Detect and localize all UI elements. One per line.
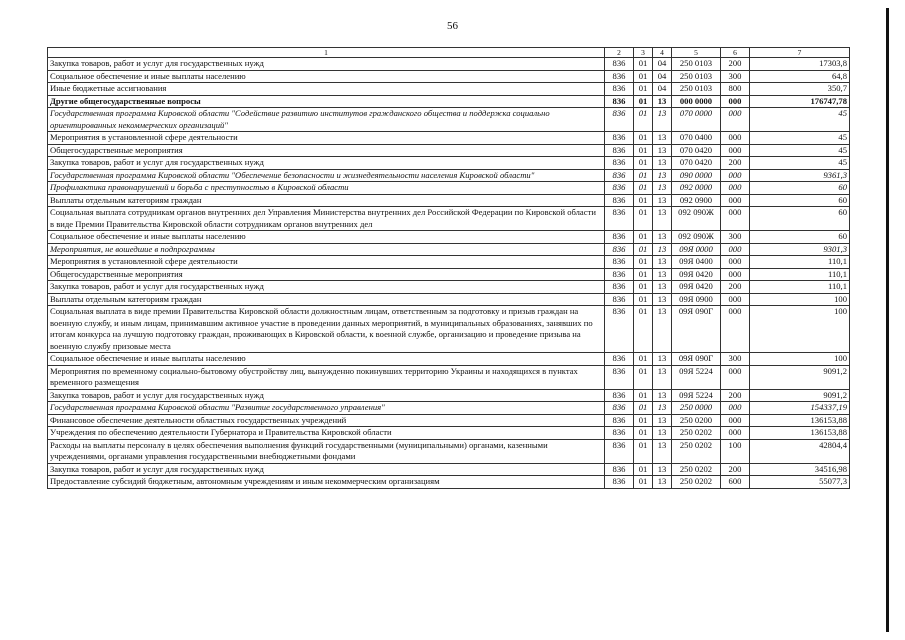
cell-expense-type: 600 bbox=[721, 476, 750, 489]
cell-subsection: 13 bbox=[653, 293, 672, 306]
cell-target-article: 092 090Ж bbox=[672, 231, 721, 244]
cell-subsection: 13 bbox=[653, 365, 672, 389]
table-row bbox=[48, 108, 850, 132]
cell-subsection: 13 bbox=[653, 463, 672, 476]
cell-expense-type: 000 bbox=[721, 427, 750, 440]
column-number: 5 bbox=[672, 48, 721, 58]
cell-expense-type: 000 bbox=[721, 182, 750, 195]
cell-target-article: 250 0202 bbox=[672, 439, 721, 463]
cell-target-article: 070 0000 bbox=[672, 108, 721, 132]
table-row bbox=[48, 70, 850, 83]
cell-section: 01 bbox=[634, 182, 653, 195]
cell-subsection: 13 bbox=[653, 389, 672, 402]
cell-expense-type: 000 bbox=[721, 243, 750, 256]
cell-subsection: 13 bbox=[653, 132, 672, 145]
table-row bbox=[48, 353, 850, 366]
cell-amount: 64,8 bbox=[750, 70, 850, 83]
cell-name: Мероприятия, не вошедшие в подпрограммы bbox=[48, 243, 605, 256]
cell-expense-type: 100 bbox=[721, 439, 750, 463]
cell-subsection: 13 bbox=[653, 402, 672, 415]
table-row bbox=[48, 256, 850, 269]
cell-section: 01 bbox=[634, 353, 653, 366]
cell-ministry-code: 836 bbox=[605, 402, 634, 415]
cell-name: Учреждения по обеспечению деятельности Губернатора и Правительства Кировской области bbox=[48, 427, 605, 440]
cell-section: 01 bbox=[634, 439, 653, 463]
cell-name: Закупка товаров, работ и услуг для государственных нужд bbox=[48, 463, 605, 476]
cell-amount: 42804,4 bbox=[750, 439, 850, 463]
cell-subsection: 04 bbox=[653, 83, 672, 96]
cell-section: 01 bbox=[634, 58, 653, 71]
cell-ministry-code: 836 bbox=[605, 243, 634, 256]
cell-ministry-code: 836 bbox=[605, 95, 634, 108]
cell-subsection: 13 bbox=[653, 182, 672, 195]
cell-expense-type: 000 bbox=[721, 95, 750, 108]
cell-expense-type: 000 bbox=[721, 306, 750, 353]
cell-section: 01 bbox=[634, 169, 653, 182]
table-row bbox=[48, 194, 850, 207]
cell-target-article: 09Я 090Г bbox=[672, 306, 721, 353]
cell-target-article: 070 0400 bbox=[672, 132, 721, 145]
cell-target-article: 090 0000 bbox=[672, 169, 721, 182]
cell-expense-type: 200 bbox=[721, 281, 750, 294]
cell-amount: 136153,88 bbox=[750, 427, 850, 440]
table-row bbox=[48, 144, 850, 157]
cell-subsection: 04 bbox=[653, 70, 672, 83]
cell-name: Выплаты отдельным категориям граждан bbox=[48, 194, 605, 207]
cell-ministry-code: 836 bbox=[605, 194, 634, 207]
cell-amount: 17303,8 bbox=[750, 58, 850, 71]
cell-section: 01 bbox=[634, 108, 653, 132]
cell-ministry-code: 836 bbox=[605, 427, 634, 440]
table-row bbox=[48, 132, 850, 145]
cell-expense-type: 800 bbox=[721, 83, 750, 96]
cell-subsection: 13 bbox=[653, 353, 672, 366]
cell-ministry-code: 836 bbox=[605, 439, 634, 463]
table-row bbox=[48, 476, 850, 489]
cell-expense-type: 200 bbox=[721, 157, 750, 170]
cell-section: 01 bbox=[634, 144, 653, 157]
column-number-row bbox=[48, 48, 850, 58]
cell-amount: 100 bbox=[750, 353, 850, 366]
cell-amount: 60 bbox=[750, 182, 850, 195]
cell-subsection: 13 bbox=[653, 144, 672, 157]
column-number: 7 bbox=[750, 48, 850, 58]
cell-name: Закупка товаров, работ и услуг для государственных нужд bbox=[48, 157, 605, 170]
cell-expense-type: 000 bbox=[721, 169, 750, 182]
cell-name: Предоставление субсидий бюджетным, автономным учреждениям и иным некоммерческим организациям bbox=[48, 476, 605, 489]
cell-target-article: 250 0200 bbox=[672, 414, 721, 427]
cell-expense-type: 000 bbox=[721, 402, 750, 415]
cell-target-article: 092 0900 bbox=[672, 194, 721, 207]
cell-section: 01 bbox=[634, 402, 653, 415]
cell-amount: 154337,19 bbox=[750, 402, 850, 415]
cell-subsection: 13 bbox=[653, 427, 672, 440]
cell-amount: 350,7 bbox=[750, 83, 850, 96]
cell-name: Социальное обеспечение и иные выплаты населению bbox=[48, 70, 605, 83]
cell-name: Выплаты отдельным категориям граждан bbox=[48, 293, 605, 306]
cell-section: 01 bbox=[634, 463, 653, 476]
column-number: 3 bbox=[634, 48, 653, 58]
cell-name: Общегосударственные мероприятия bbox=[48, 144, 605, 157]
cell-subsection: 13 bbox=[653, 169, 672, 182]
cell-ministry-code: 836 bbox=[605, 144, 634, 157]
cell-expense-type: 300 bbox=[721, 70, 750, 83]
table-row bbox=[48, 243, 850, 256]
cell-ministry-code: 836 bbox=[605, 389, 634, 402]
cell-amount: 45 bbox=[750, 157, 850, 170]
cell-ministry-code: 836 bbox=[605, 268, 634, 281]
cell-target-article: 09Я 0420 bbox=[672, 281, 721, 294]
cell-subsection: 13 bbox=[653, 95, 672, 108]
cell-name: Государственная программа Кировской области "Обеспечение безопасности и жизнедеятельности населения Кировской области" bbox=[48, 169, 605, 182]
cell-section: 01 bbox=[634, 132, 653, 145]
cell-ministry-code: 836 bbox=[605, 293, 634, 306]
cell-amount: 9301,3 bbox=[750, 243, 850, 256]
cell-target-article: 250 0103 bbox=[672, 58, 721, 71]
table-row bbox=[48, 427, 850, 440]
cell-subsection: 13 bbox=[653, 281, 672, 294]
cell-target-article: 092 090Ж bbox=[672, 207, 721, 231]
cell-ministry-code: 836 bbox=[605, 463, 634, 476]
cell-name: Социальная выплата сотрудникам органов внутренних дел Управления Министерства внутренних дел Российской Федерации по Кировской области в виде Премии Правительства Кировской области сотрудникам органов внутренних дел bbox=[48, 207, 605, 231]
table-row bbox=[48, 293, 850, 306]
scan-edge-line bbox=[886, 8, 889, 632]
cell-section: 01 bbox=[634, 256, 653, 269]
cell-amount: 110,1 bbox=[750, 256, 850, 269]
cell-section: 01 bbox=[634, 476, 653, 489]
cell-amount: 9091,2 bbox=[750, 365, 850, 389]
cell-expense-type: 000 bbox=[721, 365, 750, 389]
cell-amount: 60 bbox=[750, 207, 850, 231]
cell-target-article: 09Я 090Г bbox=[672, 353, 721, 366]
cell-ministry-code: 836 bbox=[605, 207, 634, 231]
column-number: 6 bbox=[721, 48, 750, 58]
cell-subsection: 13 bbox=[653, 476, 672, 489]
cell-section: 01 bbox=[634, 427, 653, 440]
cell-amount: 9361,3 bbox=[750, 169, 850, 182]
cell-ministry-code: 836 bbox=[605, 58, 634, 71]
table-row bbox=[48, 268, 850, 281]
cell-amount: 55077,3 bbox=[750, 476, 850, 489]
cell-expense-type: 000 bbox=[721, 414, 750, 427]
cell-subsection: 13 bbox=[653, 243, 672, 256]
cell-expense-type: 000 bbox=[721, 207, 750, 231]
cell-expense-type: 200 bbox=[721, 389, 750, 402]
cell-name: Мероприятия по временному социально-бытовому обустройству лиц, вынужденно покинувших территорию Украины и находящихся в пунктах временного размещения bbox=[48, 365, 605, 389]
cell-name: Другие общегосударственные вопросы bbox=[48, 95, 605, 108]
cell-target-article: 250 0202 bbox=[672, 427, 721, 440]
cell-subsection: 13 bbox=[653, 256, 672, 269]
cell-target-article: 09Я 0420 bbox=[672, 268, 721, 281]
cell-target-article: 250 0103 bbox=[672, 70, 721, 83]
cell-expense-type: 000 bbox=[721, 144, 750, 157]
cell-subsection: 13 bbox=[653, 108, 672, 132]
cell-ministry-code: 836 bbox=[605, 182, 634, 195]
cell-section: 01 bbox=[634, 293, 653, 306]
cell-expense-type: 300 bbox=[721, 231, 750, 244]
table-row bbox=[48, 83, 850, 96]
cell-ministry-code: 836 bbox=[605, 476, 634, 489]
cell-amount: 136153,88 bbox=[750, 414, 850, 427]
cell-expense-type: 000 bbox=[721, 194, 750, 207]
cell-target-article: 070 0420 bbox=[672, 144, 721, 157]
cell-name: Закупка товаров, работ и услуг для государственных нужд bbox=[48, 389, 605, 402]
cell-amount: 100 bbox=[750, 293, 850, 306]
cell-section: 01 bbox=[634, 70, 653, 83]
cell-section: 01 bbox=[634, 207, 653, 231]
table-row bbox=[48, 439, 850, 463]
cell-section: 01 bbox=[634, 268, 653, 281]
cell-name: Мероприятия в установленной сфере деятельности bbox=[48, 256, 605, 269]
cell-name: Иные бюджетные ассигнования bbox=[48, 83, 605, 96]
cell-expense-type: 000 bbox=[721, 256, 750, 269]
table-row bbox=[48, 58, 850, 71]
cell-name: Государственная программа Кировской области "Содействие развитию институтов гражданского общества и поддержка социально ориентированных некоммерческих организаций" bbox=[48, 108, 605, 132]
cell-section: 01 bbox=[634, 306, 653, 353]
table-row bbox=[48, 182, 850, 195]
cell-section: 01 bbox=[634, 389, 653, 402]
cell-name: Социальное обеспечение и иные выплаты населению bbox=[48, 231, 605, 244]
table-row bbox=[48, 414, 850, 427]
cell-target-article: 09Я 0000 bbox=[672, 243, 721, 256]
table-row bbox=[48, 365, 850, 389]
cell-ministry-code: 836 bbox=[605, 414, 634, 427]
cell-target-article: 09Я 5224 bbox=[672, 389, 721, 402]
cell-target-article: 09Я 5224 bbox=[672, 365, 721, 389]
cell-section: 01 bbox=[634, 365, 653, 389]
cell-subsection: 13 bbox=[653, 439, 672, 463]
cell-subsection: 13 bbox=[653, 157, 672, 170]
cell-section: 01 bbox=[634, 95, 653, 108]
cell-subsection: 13 bbox=[653, 207, 672, 231]
cell-amount: 60 bbox=[750, 194, 850, 207]
cell-expense-type: 200 bbox=[721, 58, 750, 71]
cell-amount: 45 bbox=[750, 108, 850, 132]
cell-expense-type: 000 bbox=[721, 293, 750, 306]
cell-section: 01 bbox=[634, 83, 653, 96]
cell-ministry-code: 836 bbox=[605, 231, 634, 244]
cell-target-article: 250 0000 bbox=[672, 402, 721, 415]
cell-ministry-code: 836 bbox=[605, 365, 634, 389]
cell-name: Государственная программа Кировской области "Развитие государственного управления" bbox=[48, 402, 605, 415]
cell-ministry-code: 836 bbox=[605, 70, 634, 83]
cell-expense-type: 000 bbox=[721, 108, 750, 132]
cell-expense-type: 300 bbox=[721, 353, 750, 366]
cell-target-article: 092 0000 bbox=[672, 182, 721, 195]
cell-ministry-code: 836 bbox=[605, 83, 634, 96]
cell-subsection: 13 bbox=[653, 194, 672, 207]
cell-section: 01 bbox=[634, 231, 653, 244]
cell-name: Социальное обеспечение и иные выплаты населению bbox=[48, 353, 605, 366]
cell-target-article: 250 0202 bbox=[672, 476, 721, 489]
cell-target-article: 09Я 0400 bbox=[672, 256, 721, 269]
cell-ministry-code: 836 bbox=[605, 132, 634, 145]
cell-amount: 60 bbox=[750, 231, 850, 244]
table-row bbox=[48, 207, 850, 231]
table-row bbox=[48, 463, 850, 476]
cell-amount: 110,1 bbox=[750, 281, 850, 294]
cell-name: Закупка товаров, работ и услуг для государственных нужд bbox=[48, 58, 605, 71]
cell-name: Социальная выплата в виде премии Правительства Кировской области должностным лицам, ответственным за подготовку и призыв граждан на военную службу, и иным лицам, принимавшим активное участие в проведении данных мероприятий, в муниципальных образованиях, занявших по итогам конкурса на лучшую подготовку граждан, проживающих в Кировской области, к военной службе, организацию и проведение призыва на военную службу призовые места bbox=[48, 306, 605, 353]
cell-amount: 110,1 bbox=[750, 268, 850, 281]
cell-ministry-code: 836 bbox=[605, 108, 634, 132]
cell-name: Закупка товаров, работ и услуг для государственных нужд bbox=[48, 281, 605, 294]
cell-subsection: 13 bbox=[653, 414, 672, 427]
table-row bbox=[48, 389, 850, 402]
cell-name: Общегосударственные мероприятия bbox=[48, 268, 605, 281]
cell-section: 01 bbox=[634, 157, 653, 170]
table-body bbox=[48, 48, 850, 489]
cell-section: 01 bbox=[634, 243, 653, 256]
cell-subsection: 13 bbox=[653, 306, 672, 353]
cell-target-article: 09Я 0900 bbox=[672, 293, 721, 306]
cell-amount: 45 bbox=[750, 144, 850, 157]
cell-subsection: 13 bbox=[653, 231, 672, 244]
cell-ministry-code: 836 bbox=[605, 353, 634, 366]
table-row bbox=[48, 169, 850, 182]
cell-amount: 34516,98 bbox=[750, 463, 850, 476]
cell-amount: 45 bbox=[750, 132, 850, 145]
cell-name: Расходы на выплаты персоналу в целях обеспечения выполнения функций государственными (муниципальными) органами, казенными учреждениями, органами управления государственными внебюджетными фондами bbox=[48, 439, 605, 463]
cell-ministry-code: 836 bbox=[605, 256, 634, 269]
cell-amount: 176747,78 bbox=[750, 95, 850, 108]
table-row bbox=[48, 306, 850, 353]
cell-target-article: 250 0103 bbox=[672, 83, 721, 96]
table-row bbox=[48, 281, 850, 294]
cell-subsection: 04 bbox=[653, 58, 672, 71]
column-number: 1 bbox=[48, 48, 605, 58]
column-number: 4 bbox=[653, 48, 672, 58]
cell-section: 01 bbox=[634, 194, 653, 207]
cell-subsection: 13 bbox=[653, 268, 672, 281]
cell-name: Финансовое обеспечение деятельности областных государственных учреждений bbox=[48, 414, 605, 427]
budget-table bbox=[47, 47, 850, 489]
page-number: 56 bbox=[447, 20, 458, 32]
cell-section: 01 bbox=[634, 414, 653, 427]
cell-expense-type: 000 bbox=[721, 268, 750, 281]
table-row bbox=[48, 157, 850, 170]
cell-expense-type: 200 bbox=[721, 463, 750, 476]
cell-target-article: 000 0000 bbox=[672, 95, 721, 108]
cell-target-article: 250 0202 bbox=[672, 463, 721, 476]
column-number: 2 bbox=[605, 48, 634, 58]
cell-name: Мероприятия в установленной сфере деятельности bbox=[48, 132, 605, 145]
table-row bbox=[48, 95, 850, 108]
table-row bbox=[48, 231, 850, 244]
cell-target-article: 070 0420 bbox=[672, 157, 721, 170]
cell-expense-type: 000 bbox=[721, 132, 750, 145]
cell-section: 01 bbox=[634, 281, 653, 294]
cell-ministry-code: 836 bbox=[605, 281, 634, 294]
cell-amount: 9091,2 bbox=[750, 389, 850, 402]
cell-amount: 100 bbox=[750, 306, 850, 353]
cell-ministry-code: 836 bbox=[605, 306, 634, 353]
cell-ministry-code: 836 bbox=[605, 157, 634, 170]
cell-name: Профилактика правонарушений и борьба с преступностью в Кировской области bbox=[48, 182, 605, 195]
table-row bbox=[48, 402, 850, 415]
cell-ministry-code: 836 bbox=[605, 169, 634, 182]
